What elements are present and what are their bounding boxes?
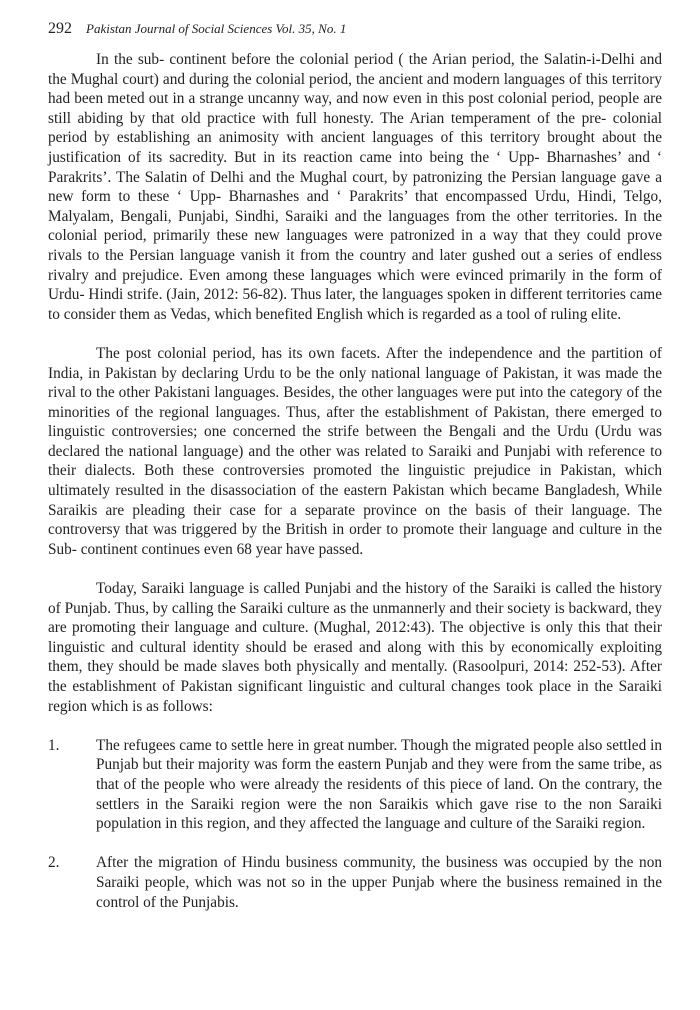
list-number: 1.: [48, 736, 60, 754]
running-header: [48, 20, 346, 42]
numbered-list: [48, 736, 662, 912]
article-body: [48, 50, 662, 912]
list-item: [48, 853, 662, 912]
list-item-text: After the migration of Hindu business community, the business was occupied by the non Saraiki people, which was not so in the upper Punjab where the business remained in the control of the Punjabis.: [96, 854, 662, 911]
journal-title: Pakistan Journal of Social Sciences Vol. 35, No. 1: [86, 21, 347, 36]
list-item-text: The refugees came to settle here in great number. Though the migrated people also settled in Punjab but their majority was form the eastern Punjab and they were from the same tribe, as that of the people who were already the residents of this piece of land. On the contrary, the settlers in the Saraiki region were the non Saraikis which gave rise to the non Saraiki population in this region, and they affected the language and culture of the Saraiki region.: [96, 736, 662, 833]
paragraph-post-colonial-period: The post colonial period, has its own facets. After the independence and the partition of India, in Pakistan by declaring Urdu to be the only national language of Pakistan, it was made the rival to the other Pakistani languages. Besides, the other languages were put into the category of the minorities of the regional languages. Thus, after the establishment of Pakistan, there emerged to linguistic controversies; one concerned the strife between the Bengali and the Urdu (Urdu was declared the national language) and the other was related to Saraiki and Punjabi with reference to their dialects. Both these controversies promoted the linguistic prejudice in Pakistan, which ultimately resulted in the disassociation of the eastern Pakistan which became Bangladesh, While Saraikis are pleading their case for a separate province on the basis of their language. The controversy that was triggered by the British in order to promote their language and culture in the Sub- continent continues even 68 year have passed.: [48, 344, 662, 558]
list-item: [48, 736, 662, 834]
paragraph-saraiki-language: Today, Saraiki language is called Punjabi and the history of the Saraiki is called the history of Punjab. Thus, by calling the Saraiki culture as the unmannerly and their society is backward, they are promoting their language and culture. (Mughal, 2012:43). The objective is only this that their linguistic and cultural identity should be erased and along with this by economically exploiting them, they should be made slaves both physically and mentally. (Rasoolpuri, 2014: 252-53). After the establishment of Pakistan significant linguistic and cultural changes took place in the Saraiki region which is as follows:: [48, 580, 662, 715]
list-number: 2.: [48, 854, 60, 872]
page-number: 292: [48, 20, 72, 37]
paragraph-colonial-period: In the sub- continent before the colonial period ( the Arian period, the Salatin-i-Delhi and the Mughal court) and during the colonial period, the ancient and modern languages of this territory had been meted out in a strange uncanny way, and now even in this post colonial period, people are still abiding by that old practice with full honesty. The Arian temperament of the pre- colonial period by establishing an animosity with ancient languages of this territory brought about the justification of its sacredity. But in its reaction came into being the ‘ Upp- Bharnashes’ and ‘ Parakrits’. The Salatin of Delhi and the Mughal court, by patronizing the Persian language gave a new form to these ‘ Upp- Bharnashes and ‘ Parakrits’ that encompassed Urdu, Hindi, Telgo, Malyalam, Bengali, Punjabi, Sindhi, Saraiki and the languages from the other territories. In the colonial period, primarily these new languages were patronized in a way that they could prove rivals to the Persian language vanish it from the country and later gushed out a series of endless rivalry and prejudice. Even among these languages which were evinced primarily in the form of Urdu- Hindi strife. (Jain, 2012: 56-82). Thus later, the languages spoken in different territories came to consider them as Vedas, which benefited English which is regarded as a tool of ruling elite.: [48, 51, 662, 323]
